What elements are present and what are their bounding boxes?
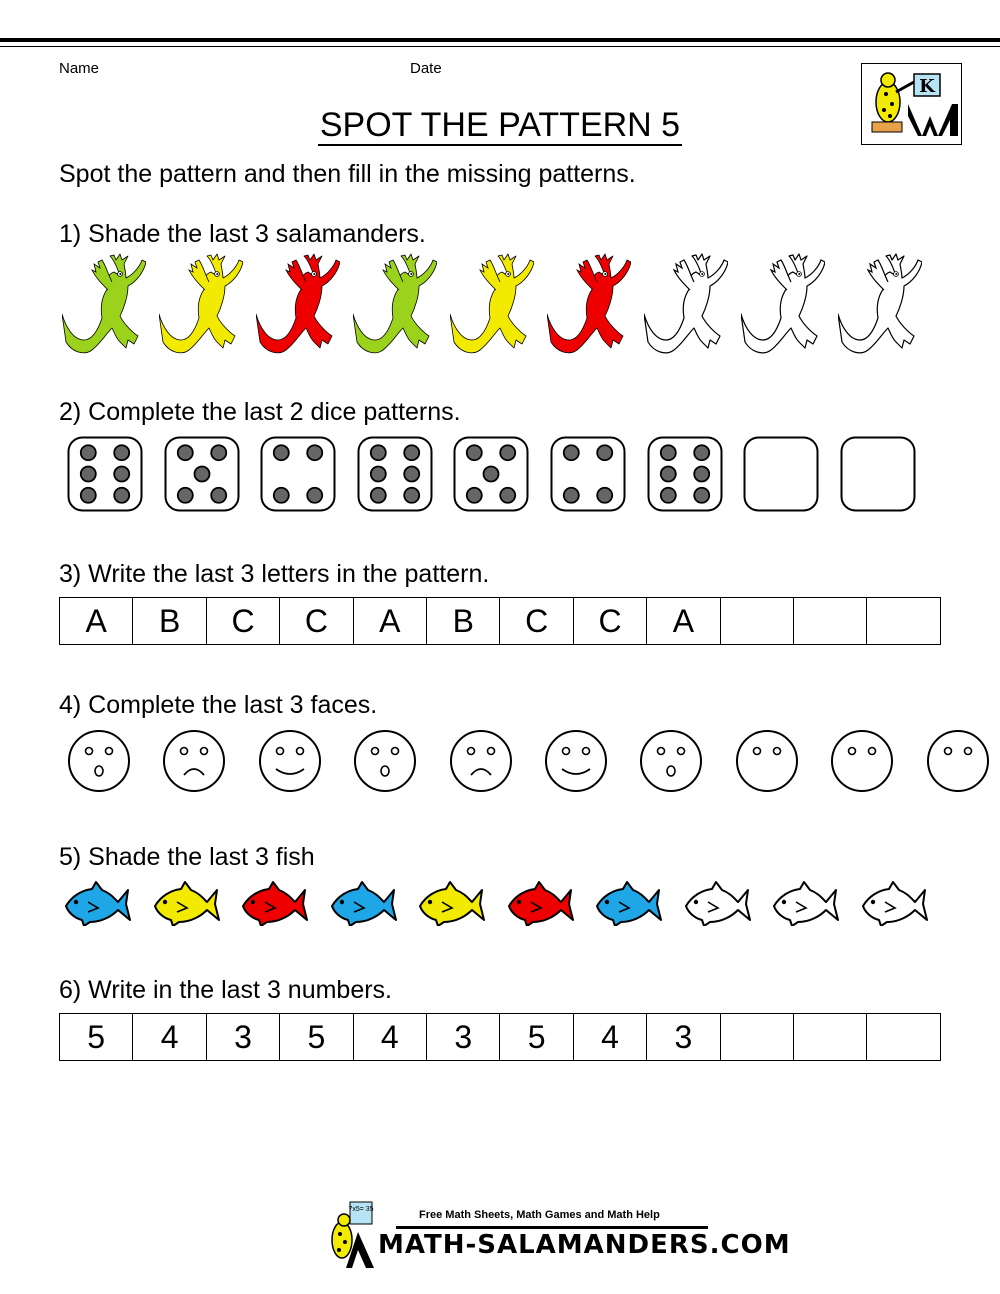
letter-cell: A: [647, 598, 720, 645]
die-icon: [357, 436, 433, 512]
letter-cell: A: [60, 598, 133, 645]
face-icon: [544, 729, 608, 793]
die-pip: [404, 488, 419, 503]
number-cell: 5: [280, 1014, 353, 1061]
number-cell: 3: [647, 1014, 720, 1061]
die-pip: [371, 488, 386, 503]
fish-icon[interactable]: [684, 880, 752, 926]
die-pip: [597, 488, 612, 503]
salamander-icon: [62, 252, 146, 356]
die-pip: [660, 467, 675, 482]
die-pip: [177, 445, 192, 460]
die-icon[interactable]: [743, 436, 819, 512]
instructions: Spot the pattern and then fill in the missing patterns.: [59, 160, 636, 188]
face-icon: [258, 729, 322, 793]
die-icon[interactable]: [840, 436, 916, 512]
top-rule: [0, 38, 1000, 42]
number-cell: 5: [500, 1014, 573, 1061]
number-cell: 5: [60, 1014, 133, 1061]
letter-cell: B: [133, 598, 206, 645]
salamander-icon[interactable]: [741, 252, 825, 356]
footer-badge-text: 7x5= 35: [348, 1206, 374, 1213]
salamander-icon: [256, 252, 340, 356]
die-pip: [194, 467, 209, 482]
salamander-row: [0, 252, 1000, 356]
salamander-icon[interactable]: [644, 252, 728, 356]
letter-cell: C: [573, 598, 646, 645]
face-icon[interactable]: [830, 729, 894, 793]
number-answer-cell[interactable]: [794, 1014, 867, 1061]
footer-tagline: Free Math Sheets, Math Games and Math Help: [419, 1209, 660, 1221]
page-title: SPOT THE PATTERN 5: [319, 106, 681, 144]
fish-icon: [153, 880, 221, 926]
fish-icon[interactable]: [772, 880, 840, 926]
name-label: Name: [59, 60, 100, 77]
face-icon: [449, 729, 513, 793]
die-pip: [467, 445, 482, 460]
letter-cell: B: [427, 598, 500, 645]
die-pip: [501, 445, 516, 460]
letter-answer-cell[interactable]: [867, 598, 941, 645]
die-pip: [177, 488, 192, 503]
die-pip: [307, 488, 322, 503]
die-pip: [694, 467, 709, 482]
die-pip: [114, 488, 129, 503]
number-cell: 3: [427, 1014, 500, 1061]
face-icon[interactable]: [735, 729, 799, 793]
letter-cell: C: [206, 598, 279, 645]
number-cell: 4: [133, 1014, 206, 1061]
salamander-icon[interactable]: [838, 252, 922, 356]
number-cell: 4: [353, 1014, 426, 1061]
die-icon: [260, 436, 336, 512]
letter-answer-cell[interactable]: [794, 598, 867, 645]
die-pip: [307, 445, 322, 460]
die-pip: [660, 445, 675, 460]
logo-letter: K: [919, 76, 935, 97]
face-icon: [67, 729, 131, 793]
die-pip: [484, 467, 499, 482]
letter-cell: A: [353, 598, 426, 645]
fish-icon: [595, 880, 663, 926]
question-6-label: 6) Write in the last 3 numbers.: [59, 976, 393, 1004]
die-pip: [660, 488, 675, 503]
number-cell: 3: [206, 1014, 279, 1061]
number-answer-cell[interactable]: [720, 1014, 793, 1061]
letter-answer-cell[interactable]: [720, 598, 793, 645]
die-pip: [564, 488, 579, 503]
number-pattern-table: [59, 1013, 941, 1061]
letter-cell: C: [280, 598, 353, 645]
question-5-label: 5) Shade the last 3 fish: [59, 843, 315, 871]
die-pip: [597, 445, 612, 460]
number-answer-cell[interactable]: [867, 1014, 941, 1061]
number-cell: 4: [573, 1014, 646, 1061]
die-pip: [114, 445, 129, 460]
die-pip: [694, 488, 709, 503]
die-icon: [647, 436, 723, 512]
die-pip: [81, 467, 96, 482]
fish-icon[interactable]: [861, 880, 929, 926]
die-pip: [274, 445, 289, 460]
fish-row: [0, 878, 1000, 928]
die-pip: [371, 467, 386, 482]
die-icon: [164, 436, 240, 512]
question-1-label: 1) Shade the last 3 salamanders.: [59, 220, 426, 248]
die-pip: [371, 445, 386, 460]
die-pip: [564, 445, 579, 460]
die-pip: [211, 488, 226, 503]
face-icon: [353, 729, 417, 793]
question-4-label: 4) Complete the last 3 faces.: [59, 691, 378, 719]
die-pip: [404, 445, 419, 460]
fish-icon: [330, 880, 398, 926]
die-pip: [274, 488, 289, 503]
letter-cell: C: [500, 598, 573, 645]
letter-pattern-table: [59, 597, 941, 645]
fish-icon: [418, 880, 486, 926]
face-icon: [639, 729, 703, 793]
face-icon[interactable]: [926, 729, 990, 793]
die-icon: [67, 436, 143, 512]
top-rule-thin: [0, 46, 1000, 47]
die-pip: [467, 488, 482, 503]
die-pip: [114, 467, 129, 482]
salamander-icon: [159, 252, 243, 356]
die-pip: [501, 488, 516, 503]
die-pip: [211, 445, 226, 460]
question-3-label: 3) Write the last 3 letters in the pattern.: [59, 560, 490, 588]
footer-brand: MATH-SALAMANDERS.COM: [378, 1230, 791, 1260]
fish-icon: [241, 880, 309, 926]
die-pip: [81, 488, 96, 503]
question-2-label: 2) Complete the last 2 dice patterns.: [59, 398, 461, 426]
salamander-icon: [353, 252, 437, 356]
date-label: Date: [410, 60, 442, 77]
die-icon: [550, 436, 626, 512]
footer-logo: [326, 1200, 386, 1270]
fish-icon: [64, 880, 132, 926]
footer-rule: [396, 1226, 708, 1229]
face-row: [0, 727, 1000, 797]
face-icon: [162, 729, 226, 793]
dice-row: [0, 434, 1000, 514]
die-pip: [81, 445, 96, 460]
die-icon: [453, 436, 529, 512]
fish-icon: [507, 880, 575, 926]
salamander-icon: [450, 252, 534, 356]
die-pip: [404, 467, 419, 482]
salamander-icon: [547, 252, 631, 356]
die-pip: [694, 445, 709, 460]
